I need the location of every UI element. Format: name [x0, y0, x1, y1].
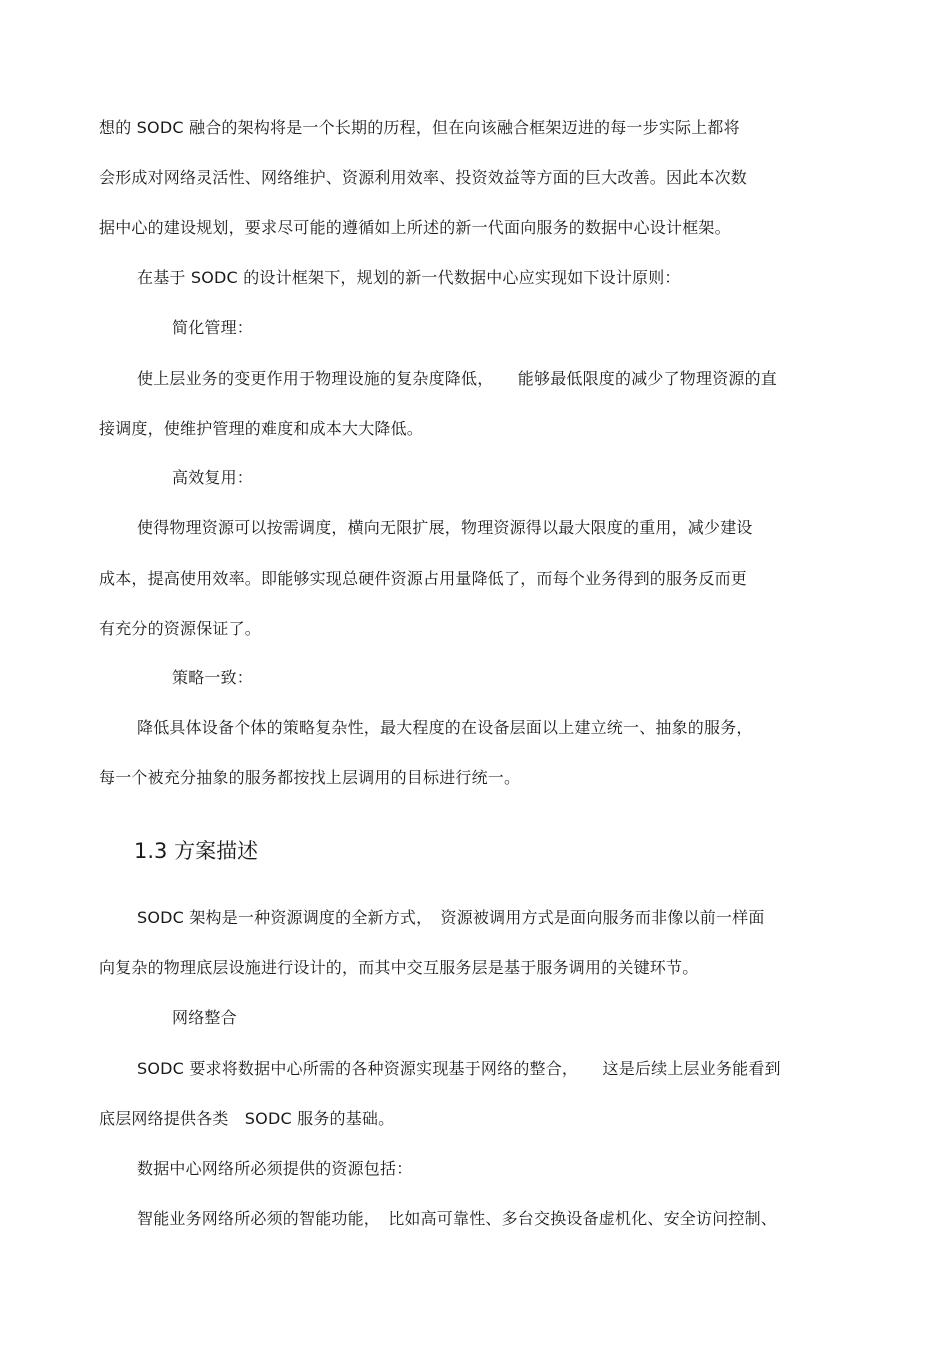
principle-title: 高效复用： — [172, 468, 254, 487]
principle-title: 策略一致： — [172, 668, 254, 687]
paragraph-line: 会形成对网络灵活性、网络维护、资源利用效率、投资效益等方面的巨大改善。因此本次数 — [99, 168, 748, 187]
paragraph-line: 使上层业务的变更作用于物理设施的复杂度降低， 能够最低限度的减少了物理资源的直 — [137, 369, 778, 388]
paragraph-line: 底层网络提供各类 SODC 服务的基础。 — [99, 1109, 395, 1128]
section-heading: 1.3 方案描述 — [134, 839, 259, 863]
principle-title: 简化管理： — [172, 318, 254, 337]
paragraph-line: 降低具体设备个体的策略复杂性，最大程度的在设备层面以上建立统一、抽象的服务， — [137, 718, 753, 737]
paragraph-line: 想的 SODC 融合的架构将是一个长期的历程，但在向该融合框架迈进的每一步实际上都将 — [99, 118, 740, 137]
paragraph-line: 每一个被充分抽象的服务都按找上层调用的目标进行统一。 — [99, 768, 521, 787]
paragraph-line: 成本，提高使用效率。即能够实现总硬件资源占用量降低了，而每个业务得到的服务反而更 — [99, 569, 748, 588]
paragraph-line: 有充分的资源保证了。 — [99, 619, 262, 638]
paragraph-line: 数据中心网络所必须提供的资源包括： — [137, 1159, 413, 1178]
paragraph-line: 接调度，使维护管理的难度和成本大大降低。 — [99, 419, 424, 438]
paragraph-line: 智能业务网络所必须的智能功能， 比如高可靠性、多台交换设备虚机化、安全访问控制、 — [137, 1209, 778, 1228]
paragraph-line: SODC 架构是一种资源调度的全新方式， 资源被调用方式是面向服务而非像以前一样面 — [137, 908, 765, 927]
paragraph-line: SODC 要求将数据中心所需的各种资源实现基于网络的整合， 这是后续上层业务能看到 — [137, 1059, 781, 1078]
paragraph-line: 据中心的建设规划，要求尽可能的遵循如上所述的新一代面向服务的数据中心设计框架。 — [99, 218, 731, 237]
paragraph-line: 使得物理资源可以按需调度，横向无限扩展，物理资源得以最大限度的重用，减少建设 — [137, 518, 753, 537]
paragraph-line: 向复杂的物理底层设施进行设计的，而其中交互服务层是基于服务调用的关键环节。 — [99, 958, 699, 977]
paragraph-line: 在基于 SODC 的设计框架下，规划的新一代数据中心应实现如下设计原则： — [137, 268, 681, 287]
subsection-title: 网络整合 — [172, 1008, 237, 1027]
